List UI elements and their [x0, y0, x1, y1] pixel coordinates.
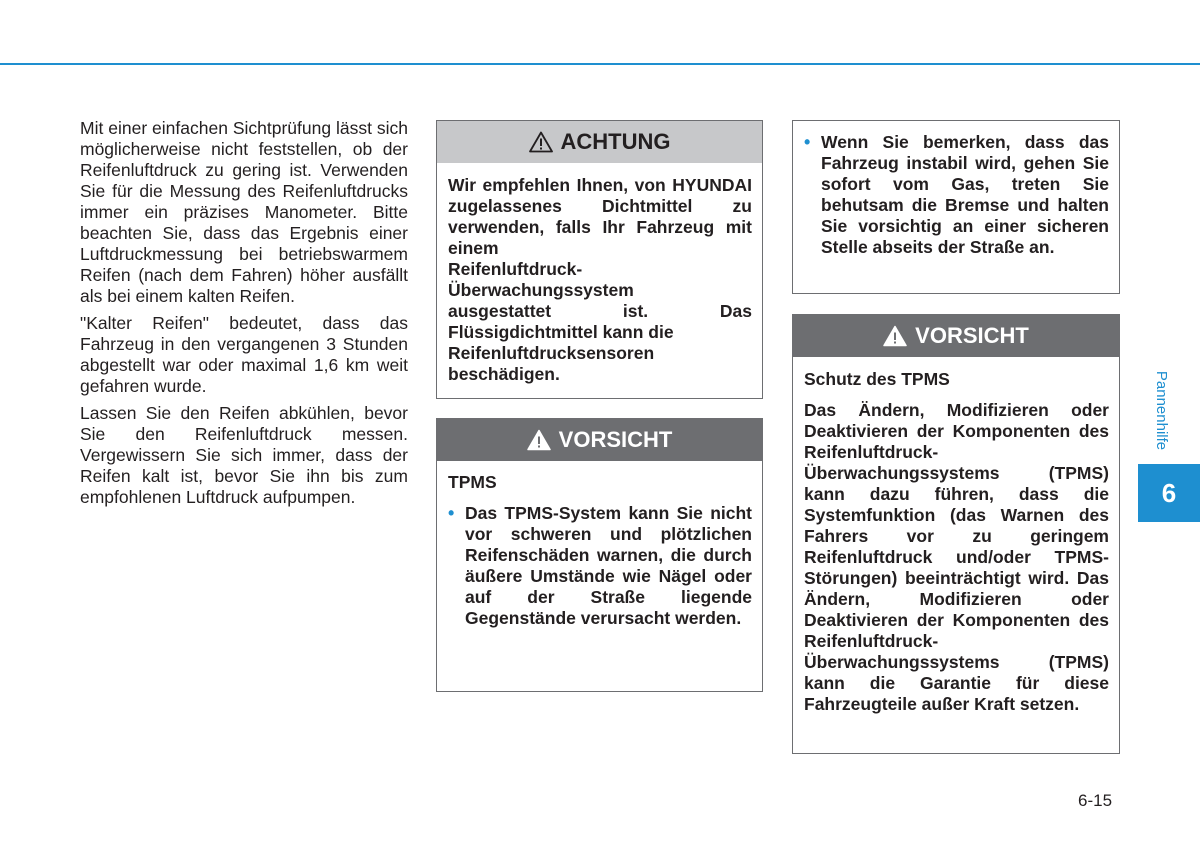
paragraph-kalter-reifen: "Kalter Reifen" bedeutet, dass das Fahrzeug in den vergangenen 3 Stunden abgestellt war oder maximal 1,6 km weit gefahren wurde.: [80, 313, 408, 396]
vorsicht-schutz-box: [792, 314, 1120, 754]
vorsicht-tpms-header: [437, 419, 762, 461]
vorsicht-schutz-text: Das Ändern, Modifizieren oder Deaktivieren der Komponenten des Reifenluftdruck-Überwachungssystems (TPMS) kann dazu führen, dass die Systemfunktion (das Warnen des Fahrers vor zu geringem Reifenluftdruck und/oder TPMS-Störungen) beeinträchtigt wird. Das Ändern, Modifizieren oder Deaktivieren der Komponenten des Reifenluftdruck-Überwachungssystems (TPMS) kann die Garantie für diese Fahrzeugteile außer Kraft setzen.: [804, 400, 1109, 714]
vorsicht-schutz-title: VORSICHT: [915, 323, 1029, 348]
instabil-bullet: • Wenn Sie bemerken, dass das Fahrzeug instabil wird, gehen Sie sofort vom Gas, treten Sie behutsam die Bremse und halten Sie vorsichtig an einer sicheren Stelle abseits der Straße an.: [804, 132, 1109, 258]
vorsicht-schutz-body: [793, 357, 1119, 725]
achtung-text-6: beschädigen.: [448, 364, 560, 384]
warning-triangle-filled-icon: [527, 429, 551, 451]
vorsicht-tpms-body: [437, 461, 762, 639]
instabil-bullet-box: [792, 120, 1120, 294]
achtung-text-1: Wir empfehlen Ihnen, von HYUNDAI zugelassenes Dichtmittel zu verwenden, falls Ihr Fahrzeug mit einem: [448, 175, 752, 258]
chapter-side-label-text: Pannenhilfe: [1153, 370, 1171, 450]
warning-triangle-outline-icon: [529, 131, 553, 153]
chapter-number-tab: 6: [1138, 464, 1200, 522]
paragraph-abkuehlen: Lassen Sie den Reifen abkühlen, bevor Sie den Reifenluftdruck messen. Vergewissern Sie sich immer, dass der Reifen kalt ist, bevor Sie ihn bis zum empfohlenen Luftdruck aufpumpen.: [80, 403, 408, 507]
warning-triangle-filled-icon: [883, 325, 907, 347]
achtung-box: [436, 120, 763, 399]
top-rule: [0, 63, 1200, 65]
vorsicht-tpms-subtitle: TPMS: [448, 472, 497, 492]
achtung-text-4: ausgestattet ist. Das Flüssigdichtmittel kann die: [448, 301, 752, 342]
instabil-body: [793, 121, 1119, 268]
body-text-column: [80, 118, 408, 514]
achtung-header: [437, 121, 762, 163]
chapter-side-label: [1147, 360, 1177, 460]
vorsicht-schutz-header: [793, 315, 1119, 357]
achtung-text-2: Reifenluftdruck-: [448, 259, 583, 279]
page-number: 6-15: [1078, 791, 1113, 810]
paragraph-sichtpruefung: Mit einer einfachen Sichtprüfung lässt sich möglicherweise nicht feststellen, ob der Reifenluftdruck zu gering ist. Verwenden Sie für die Messung des Reifenluftdrucks immer ein präzises Manometer. Bitte beachten Sie, dass das Ergebnis einer Luftdruckmessung bei betriebswarmem Reifen (nach dem Fahren) höher ausfällt als bei einem kalten Reifen.: [80, 118, 408, 306]
vorsicht-tpms-bullet: • Das TPMS-System kann Sie nicht vor schweren und plötzlichen Reifenschäden warnen, die durch äußere Umstände wie Nägel oder auf der Straße liegende Gegenstände verursacht werden.: [448, 503, 752, 629]
achtung-text-3: Überwachungssystem: [448, 280, 634, 300]
achtung-body: [437, 163, 762, 395]
vorsicht-tpms-title: VORSICHT: [558, 427, 673, 452]
vorsicht-schutz-subtitle: Schutz des TPMS: [804, 369, 950, 389]
vorsicht-tpms-box: [436, 418, 763, 692]
achtung-title: ACHTUNG: [560, 129, 671, 154]
achtung-text-5: Reifenluftdrucksensoren: [448, 343, 655, 363]
